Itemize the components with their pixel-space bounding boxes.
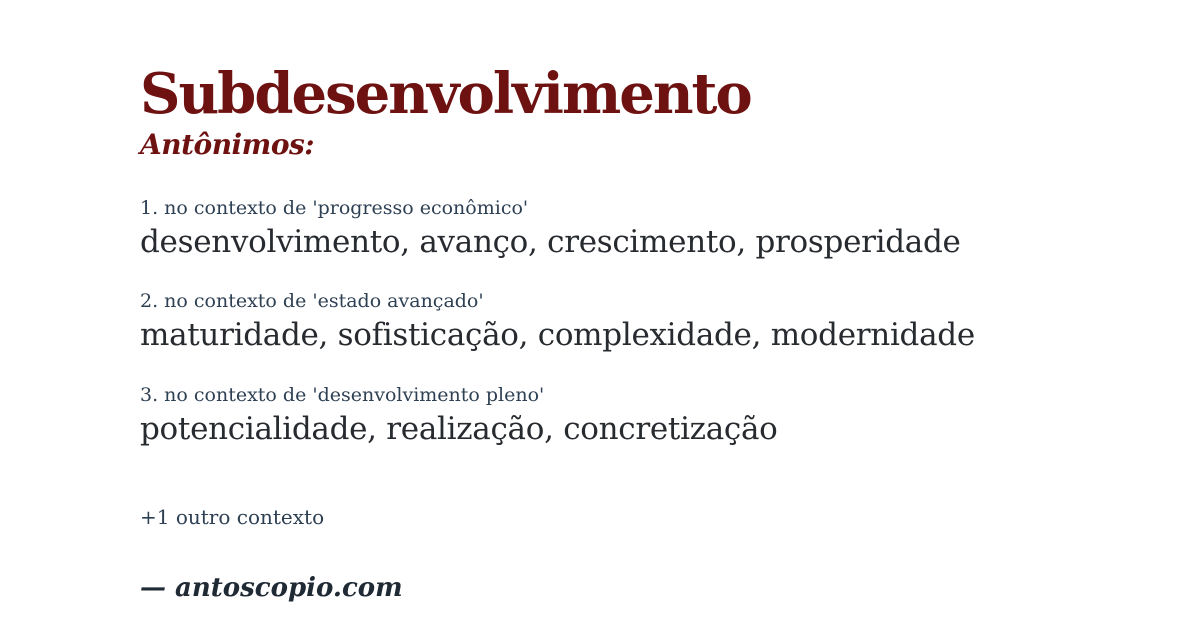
antonym-entry [140,290,1140,355]
antonym-list: desenvolvimento, avanço, crescimento, prosperidade [140,223,961,260]
antonym-entry [140,384,1140,449]
antonym-list: maturidade, sofisticação, complexidade, modernidade [140,317,975,354]
antonym-list: potencialidade, realização, concretização [140,410,778,447]
antonym-entry [140,197,1140,262]
attribution: — antoscopio.com [140,573,403,604]
page-title: Subdesenvolvimento [140,61,751,127]
antonym-entries [140,197,1140,449]
context-label: 1. no contexto de 'progresso econômico' [140,196,529,219]
antonyms-heading: Antônimos: [140,128,315,161]
context-label: 2. no contexto de 'estado avançado' [140,290,484,313]
more-contexts-link[interactable]: +1 outro contexto [140,505,325,530]
context-label: 3. no contexto de 'desenvolvimento pleno' [140,383,545,406]
